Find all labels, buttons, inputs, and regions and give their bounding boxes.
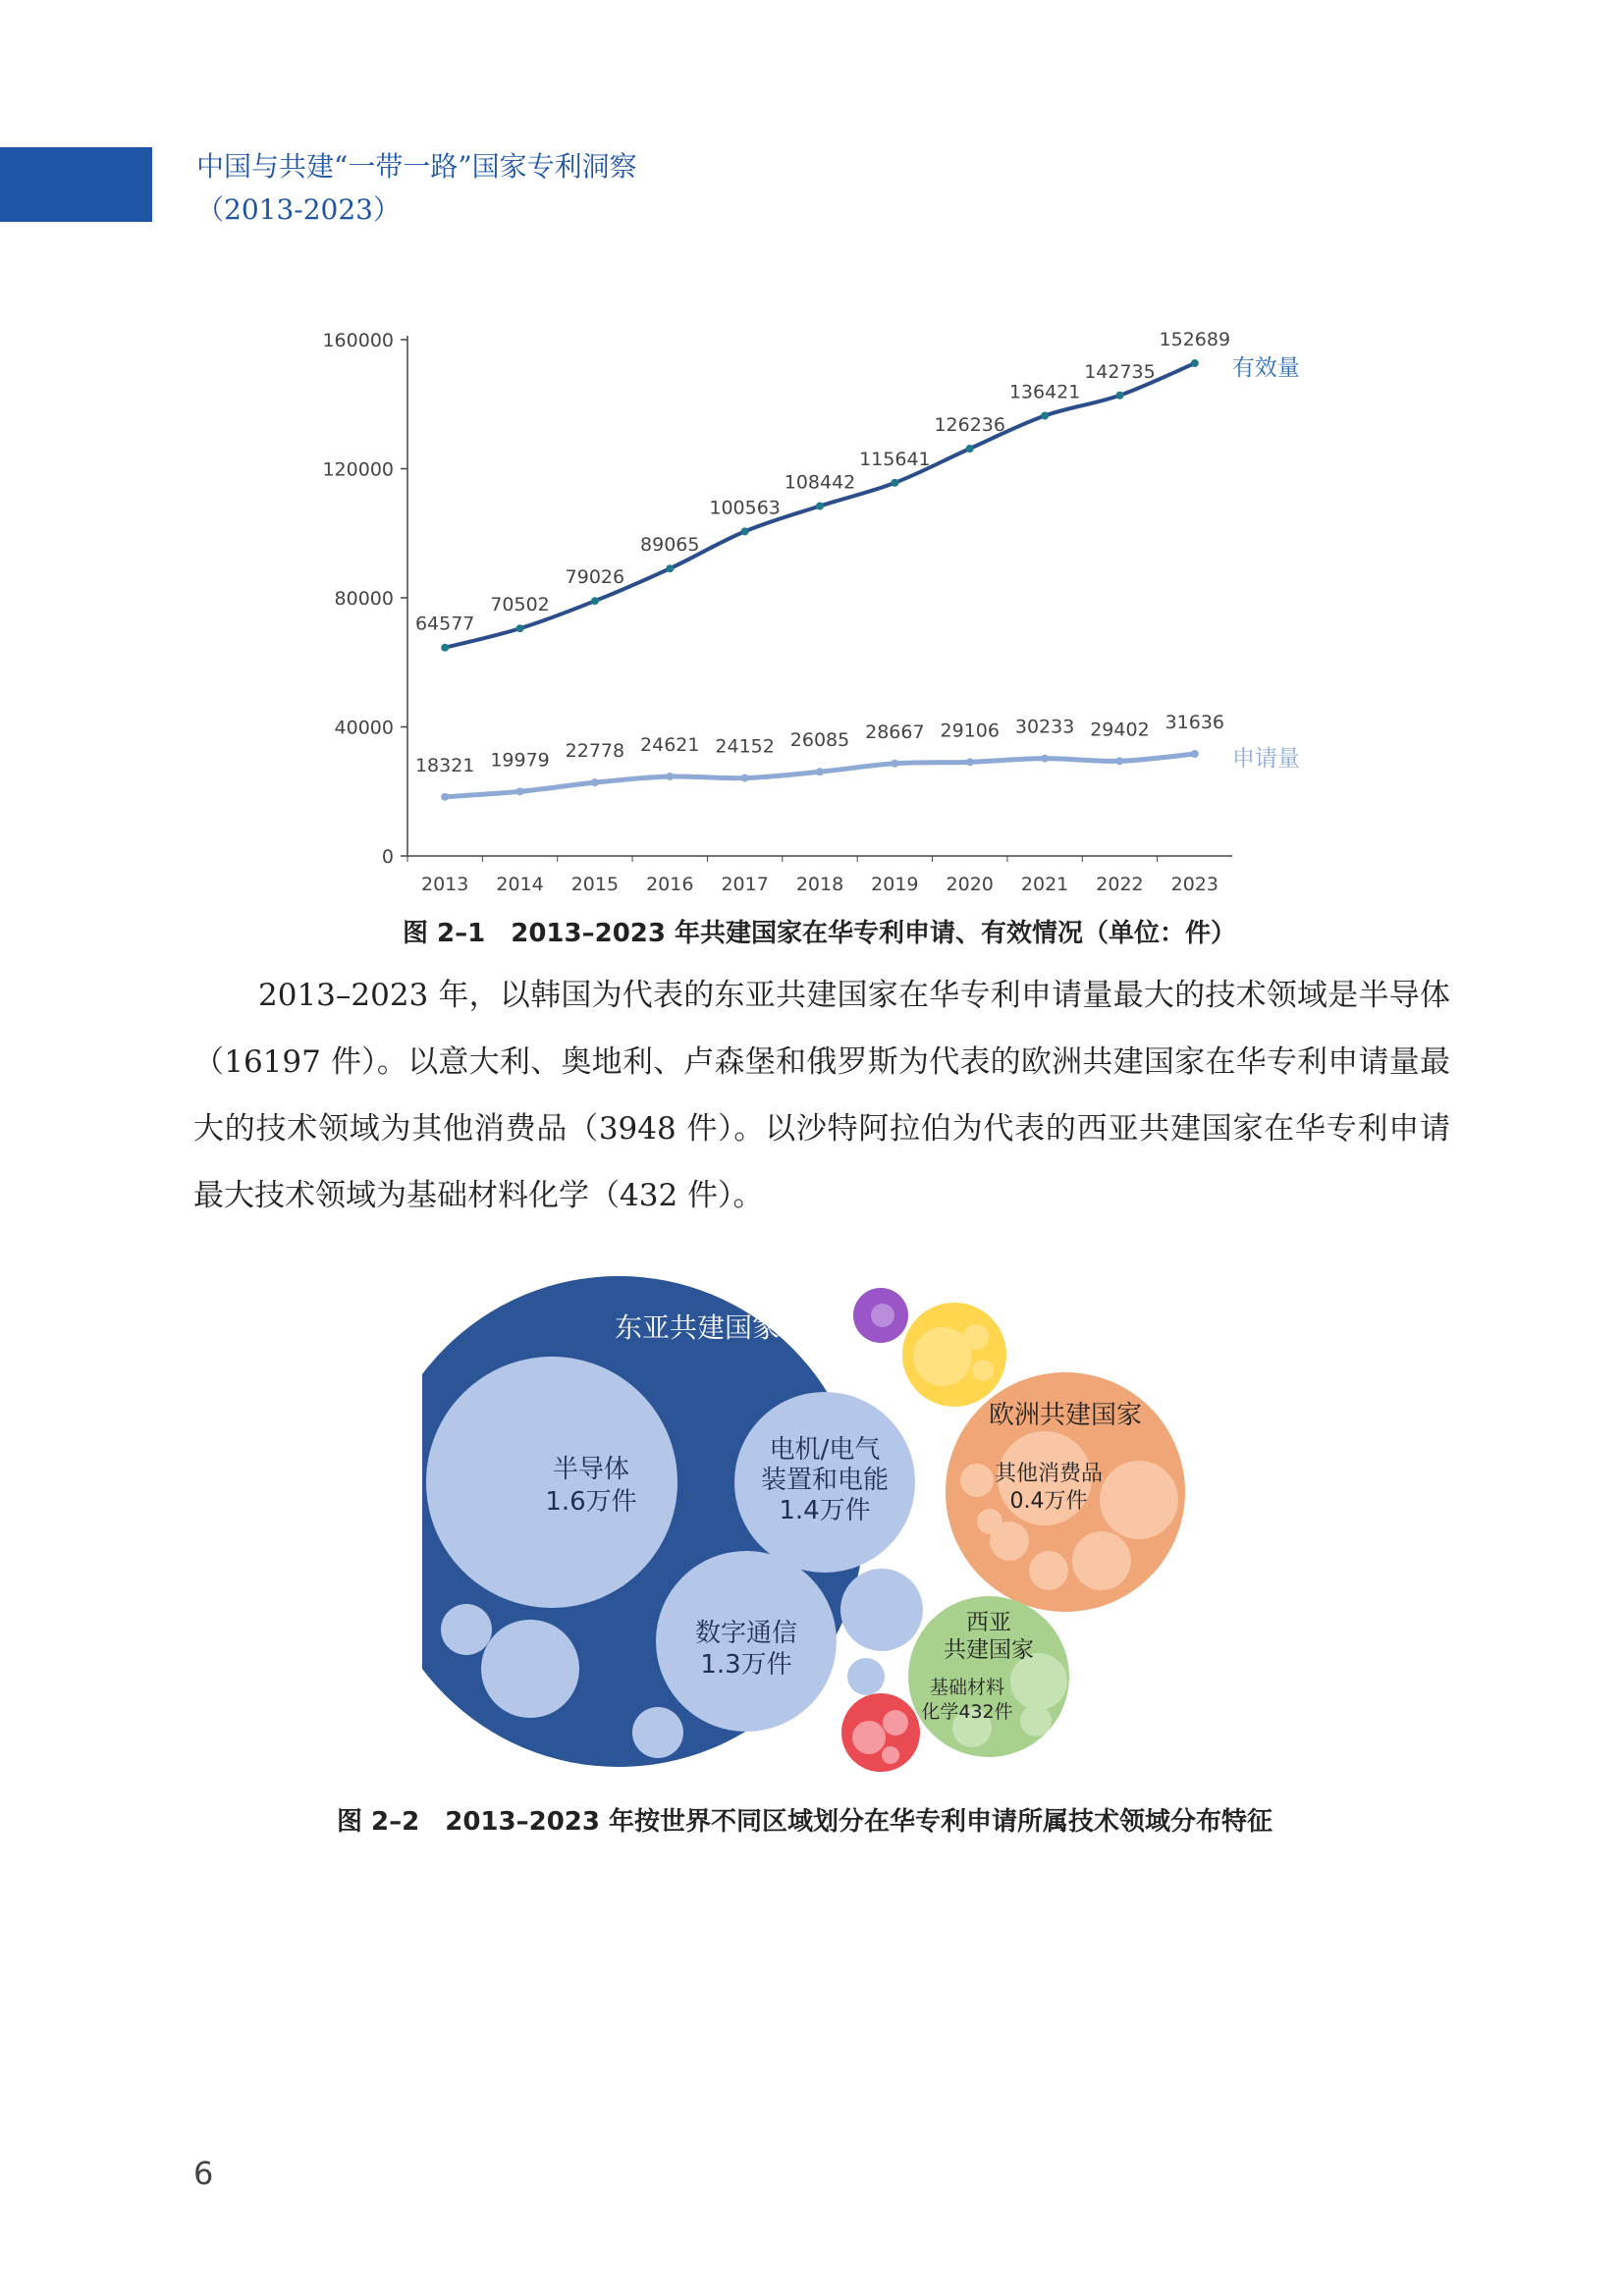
data-point: [666, 773, 674, 780]
data-label: 18321: [414, 754, 475, 776]
data-point: [1041, 755, 1049, 763]
small-field-bubble: [852, 1721, 886, 1754]
data-point: [741, 774, 749, 782]
running-header-subtitle: （2013-2023）: [196, 193, 401, 226]
legend-label: 有效量: [1231, 355, 1300, 382]
x-tick-label: 2019: [871, 874, 919, 895]
electrical-value: 1.4万件: [779, 1496, 871, 1525]
figure2-caption: 图 2–2 2013–2023 年按世界不同区域划分在华专利申请所属技术领域分布特征: [337, 1807, 1273, 1837]
x-tick-label: 2015: [570, 874, 620, 895]
west-asia-label-1: 西亚: [966, 1610, 1011, 1635]
tech-field-bubble-chart: [422, 1276, 1208, 1787]
small-field-bubble: [883, 1710, 908, 1735]
small-field-bubble: [1029, 1551, 1068, 1590]
data-point: [891, 760, 898, 768]
data-label: 24621: [640, 734, 700, 757]
small-field-bubble: [481, 1620, 579, 1718]
x-tick-label: 2022: [1096, 874, 1144, 895]
data-label: 100563: [709, 497, 781, 519]
data-point: [891, 479, 898, 487]
x-tick-label: 2023: [1170, 874, 1218, 895]
figure1-caption: 图 2–1 2013–2023 年共建国家在华专利申请、有效情况（单位：件）: [403, 919, 1237, 948]
data-point: [666, 564, 674, 572]
semiconductor-label: 半导体: [552, 1455, 630, 1484]
data-point: [1191, 359, 1199, 367]
small-field-bubble: [972, 1360, 994, 1381]
data-point: [816, 502, 824, 509]
europe-top-field-label: 其他消费品: [994, 1462, 1104, 1486]
y-tick-label: 160000: [322, 330, 394, 351]
data-label: 31636: [1164, 711, 1225, 733]
europe-label: 欧洲共建国家: [988, 1401, 1143, 1430]
west-asia-top-field-label: 基础材料: [929, 1677, 1005, 1698]
data-point: [591, 597, 599, 605]
y-tick-label: 0: [381, 846, 394, 868]
x-tick-label: 2013: [421, 874, 469, 895]
data-label: 126236: [934, 413, 1005, 436]
small-field-bubble: [632, 1707, 683, 1758]
data-label: 152689: [1159, 329, 1231, 351]
small-field-bubble: [1020, 1705, 1052, 1736]
data-label: 115641: [859, 448, 931, 470]
east-asia-label: 东亚共建国家: [614, 1311, 781, 1344]
small-field-bubble: [847, 1658, 885, 1695]
data-label: 70502: [490, 594, 550, 616]
data-label: 136421: [1008, 381, 1081, 403]
x-tick-label: 2014: [496, 874, 544, 895]
data-label: 19979: [490, 749, 550, 772]
digital-comm-label: 数字通信: [694, 1619, 798, 1648]
running-header: [196, 145, 637, 232]
x-tick-label: 2018: [795, 874, 844, 895]
data-point: [816, 768, 824, 775]
paragraph-text: 2013–2023 年，以韩国为代表的东亚共建国家在华专利申请量最大的技术领域是半导体（16197 件）。以意大利、奥地利、卢森堡和俄罗斯为代表的欧洲共建国家在华专利申请量最大的技术领域为其他消费品（3948 件）。以沙特阿拉伯为代表的西亚共建国家在华专利申请最大技术领域为基础材料化学（432 件）。: [193, 978, 1450, 1213]
small-field-bubble: [441, 1604, 492, 1655]
electrical-label-2: 装置和电能: [760, 1466, 890, 1495]
data-point: [1115, 757, 1123, 765]
x-tick-label: 2020: [946, 874, 994, 895]
data-point: [741, 527, 749, 535]
data-point: [516, 624, 524, 632]
small-field-bubble: [977, 1509, 1002, 1534]
small-field-bubble: [1100, 1461, 1178, 1539]
running-header-title: 中国与共建“一带一路”国家专利洞察: [196, 150, 637, 183]
small-field-bubble: [963, 1324, 989, 1350]
data-point: [516, 787, 524, 795]
small-field-bubble: [1072, 1531, 1131, 1590]
x-tick-label: 2017: [721, 874, 769, 895]
data-label: 79026: [565, 566, 625, 589]
data-point: [1191, 750, 1199, 758]
west-asia-label-2: 共建国家: [944, 1637, 1034, 1663]
data-label: 30233: [1014, 716, 1075, 738]
page-number: 6: [193, 2155, 214, 2192]
small-field-bubble: [913, 1327, 972, 1386]
data-point: [441, 644, 449, 652]
data-point: [441, 793, 449, 801]
y-tick-label: 40000: [334, 717, 394, 739]
small-field-bubble: [882, 1746, 899, 1764]
digital-comm-value: 1.3万件: [700, 1650, 792, 1680]
data-label: 89065: [640, 534, 700, 557]
legend-label: 申请量: [1231, 745, 1300, 772]
patent-line-chart: [295, 314, 1375, 903]
europe-top-field-value: 0.4万件: [1009, 1489, 1088, 1514]
data-label: 142735: [1084, 360, 1156, 383]
y-tick-label: 80000: [334, 588, 394, 610]
body-paragraph: [193, 962, 1450, 1229]
data-label: 29402: [1090, 719, 1150, 741]
data-label: 26085: [789, 729, 850, 752]
small-field-bubble: [871, 1304, 894, 1327]
data-point: [966, 758, 974, 766]
data-point: [1115, 392, 1123, 400]
small-field-bubble: [960, 1464, 994, 1497]
data-label: 108442: [784, 471, 856, 494]
data-label: 22778: [565, 740, 625, 763]
data-label: 64577: [414, 613, 475, 635]
electrical-label-1: 电机/电气: [769, 1435, 881, 1465]
data-point: [591, 778, 599, 786]
y-tick-label: 120000: [322, 458, 394, 481]
west-asia-top-field-value: 化学432件: [921, 1701, 1013, 1723]
data-point: [1041, 412, 1049, 420]
data-point: [966, 445, 974, 453]
semiconductor-value: 1.6万件: [545, 1487, 637, 1517]
x-tick-label: 2016: [646, 874, 694, 895]
header-accent-bar: [0, 147, 152, 222]
data-label: 24152: [715, 735, 775, 758]
small-field-bubble: [840, 1569, 923, 1651]
data-label: 29106: [940, 720, 1000, 742]
x-tick-label: 2021: [1020, 874, 1069, 895]
data-label: 28667: [865, 721, 925, 743]
